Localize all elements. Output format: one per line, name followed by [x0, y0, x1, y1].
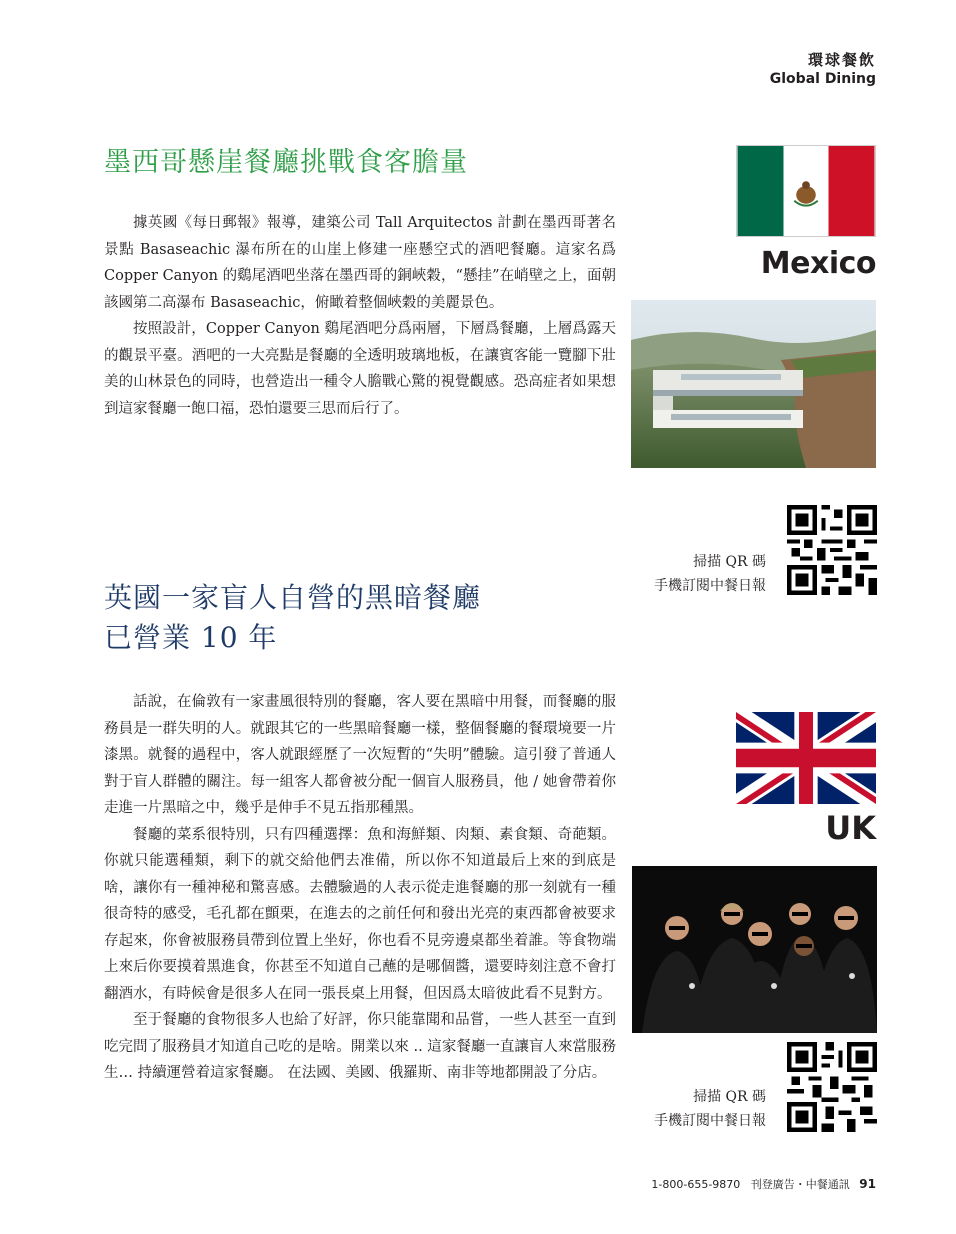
article2-paragraph: 至于餐廳的食物很多人也給了好評，你只能靠聞和品嘗，一些人甚至一直到吃完問了服務員才知道自己吃的是啥。開業以來 .. 這家餐廳一直讓盲人來當服務生… 持續運營着這家餐廳。 在法國、美國、俄羅斯、南非等地都開設了分店。 [104, 1012, 616, 1081]
qr-caption [654, 1085, 766, 1133]
qr-caption-line1: 掃描 QR 碼 [693, 554, 766, 570]
qr-caption [654, 550, 766, 598]
cliff-restaurant-photo [631, 300, 876, 468]
article2-title-line1: 英國一家盲人自營的黑暗餐廳 [104, 581, 482, 614]
blind-staff-group-photo [632, 866, 877, 1033]
article2-body [104, 689, 616, 1087]
qr-caption-line2: 手機訂閱中餐日報 [654, 1113, 766, 1129]
qr-code-icon[interactable] [787, 505, 877, 595]
article2-paragraph: 話說，在倫敦有一家畫風很特別的餐廳，客人要在黑暗中用餐，而餐廳的服務員是一群失明的人。就跟其它的一些黑暗餐廳一樣，整個餐廳的餐環境要一片漆黑。就餐的過程中，客人就跟經歷了一次短暫的“失明”體驗。這引發了普通人對于盲人群體的關注。每一組客人都會被分配一個盲人服務員，他 / 她會帶着你走進一片黑暗之中，幾乎是伸手不見五指那種黑。 [104, 694, 616, 816]
mexico-flag-icon [736, 145, 876, 237]
uk-flag-icon [736, 712, 876, 804]
section-title-zh: 環球餐飲 [807, 51, 876, 69]
article2-title [104, 578, 481, 658]
section-label [770, 50, 876, 88]
section-title-en: Global Dining [769, 71, 876, 87]
qr-caption-line2: 手機訂閱中餐日報 [654, 578, 766, 594]
footer-phone: 1-800-655-9870 [651, 1178, 741, 1191]
article2-title-line2: 已營業 10 年 [104, 621, 278, 654]
footer-text: 刊登廣告・中餐通訊 [750, 1178, 850, 1191]
article2-paragraph: 餐廳的菜系很特別，只有四種選擇：魚和海鮮類、肉類、素食類、奇葩類。你就只能選種類，剩下的就交給他們去准備，所以你不知道最后上來的到底是啥，讓你有一種神秘和驚喜感。去體驗過的人表示從走進餐廳的那一刻就有一種很奇特的感受，毛孔都在顫栗，在進去的之前任何和發出光亮的東西都會被要求存起來，你會被服務員帶到位置上坐好，你也看不見旁邊桌都坐着誰。等食物端上來后你要摸着黑進食，你甚至不知道自己蘸的是哪個醬，還要時刻注意不會打翻酒水，有時候會是很多人在同一張長桌上用餐，但因爲太暗彼此看不見對方。 [104, 826, 616, 1002]
page-footer [651, 1176, 876, 1192]
article1-paragraph: 據英國《每日郵報》報導，建築公司 Tall Arquitectos 計劃在墨西哥著名景點 Basaseachic 瀑布所在的山崖上修建一座懸空式的酒吧餐廳。這家名爲 Copper Canyon 的鷄尾酒吧坐落在墨西哥的銅峽穀，“懸挂”在峭壁之上，面朝該國第二高瀑布 Basaseachic，俯瞰着整個峽穀的美麗景色。 [104, 215, 616, 311]
article1-body [104, 210, 616, 422]
qr-code-icon[interactable] [787, 1042, 877, 1132]
page-number: 91 [859, 1177, 876, 1191]
qr-caption-line1: 掃描 QR 碼 [693, 1089, 766, 1105]
country-label-mexico: Mexico [760, 246, 876, 281]
country-label-uk: UK [825, 809, 876, 847]
article1-paragraph: 按照設計，Copper Canyon 鷄尾酒吧分爲兩層，下層爲餐廳，上層爲露天的觀景平臺。酒吧的一大亮點是餐廳的全透明玻璃地板，在讓賓客能一覽腳下壯美的山林景色的同時，也營造出一種令人膽戰心驚的視覺觀感。恐高症者如果想到這家餐廳一飽口福，恐怕還要三思而后行了。 [104, 321, 616, 417]
article1-title: 墨西哥懸崖餐廳挑戰食客膽量 [104, 147, 468, 178]
